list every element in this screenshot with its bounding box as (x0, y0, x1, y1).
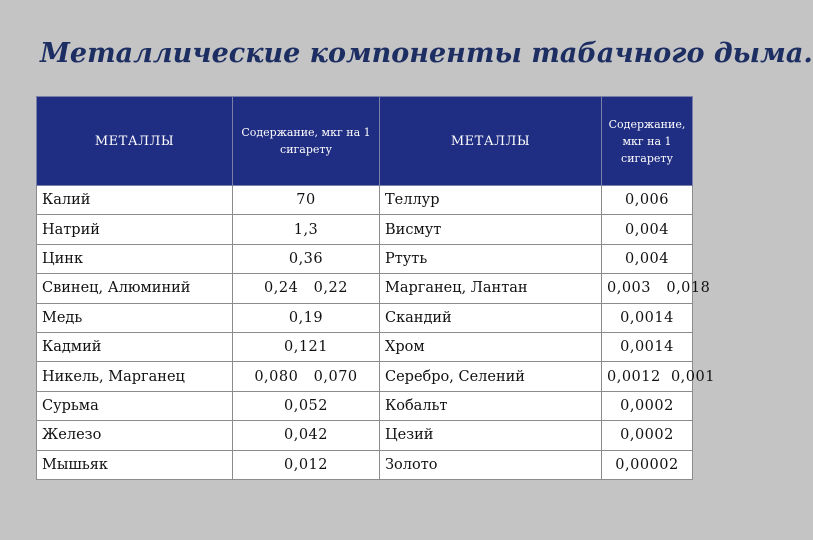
metal-name-left: Медь (37, 303, 233, 332)
page-title: Металлические компоненты табачного дыма. (40, 38, 813, 69)
content-value-left: 70 (233, 186, 380, 215)
metal-name-right: Скандий (380, 303, 602, 332)
metal-name-left: Натрий (37, 215, 233, 244)
content-value-right: 0,0002 (602, 391, 693, 420)
metal-name-right: Хром (380, 332, 602, 361)
content-value-right: 0,004 (602, 244, 693, 273)
header-metals-left: МЕТАЛЛЫ (37, 97, 233, 186)
metal-name-left: Никель, Марганец (37, 362, 233, 391)
metal-name-left: Сурьма (37, 391, 233, 420)
content-value-right: 0,0014 (602, 303, 693, 332)
metal-name-right: Цезий (380, 421, 602, 450)
table-row (37, 332, 693, 361)
content-value-right: 0,003 0,018 (602, 274, 693, 303)
header-metals-right: МЕТАЛЛЫ (380, 97, 602, 186)
content-value-right: 0,006 (602, 186, 693, 215)
header-content-left: Содержание, мкг на 1 сигарету (233, 97, 380, 186)
metal-name-right: Кобальт (380, 391, 602, 420)
content-value-left: 0,080 0,070 (233, 362, 380, 391)
metal-name-left: Кадмий (37, 332, 233, 361)
metal-name-left: Мышьяк (37, 450, 233, 479)
table-row (37, 362, 693, 391)
table-row (37, 186, 693, 215)
table-row (37, 303, 693, 332)
content-value-left: 0,19 (233, 303, 380, 332)
metal-name-right: Золото (380, 450, 602, 479)
content-value-left: 0,042 (233, 421, 380, 450)
metal-name-right: Теллур (380, 186, 602, 215)
content-value-left: 0,24 0,22 (233, 274, 380, 303)
content-value-right: 0,0014 (602, 332, 693, 361)
content-value-left: 1,3 (233, 215, 380, 244)
content-value-right: 0,0012 0,001 (602, 362, 693, 391)
content-value-right: 0,00002 (602, 450, 693, 479)
metal-name-left: Цинк (37, 244, 233, 273)
table-row (37, 450, 693, 479)
table-row (37, 244, 693, 273)
content-value-left: 0,012 (233, 450, 380, 479)
table-row (37, 421, 693, 450)
content-value-right: 0,0002 (602, 421, 693, 450)
metal-name-right: Серебро, Селений (380, 362, 602, 391)
metals-table (36, 96, 715, 480)
content-value-left: 0,36 (233, 244, 380, 273)
content-value-left: 0,121 (233, 332, 380, 361)
table-header-row (37, 97, 693, 186)
metal-name-right: Ртуть (380, 244, 602, 273)
content-value-right: 0,004 (602, 215, 693, 244)
table-row (37, 274, 693, 303)
header-content-right: Содержание, мкг на 1 сигарету (602, 97, 693, 186)
metal-name-left: Калий (37, 186, 233, 215)
metal-name-left: Свинец, Алюминий (37, 274, 233, 303)
content-value-left: 0,052 (233, 391, 380, 420)
table-row (37, 391, 693, 420)
metal-name-left: Железо (37, 421, 233, 450)
metal-name-right: Висмут (380, 215, 602, 244)
table-row (37, 215, 693, 244)
metal-name-right: Марганец, Лантан (380, 274, 602, 303)
